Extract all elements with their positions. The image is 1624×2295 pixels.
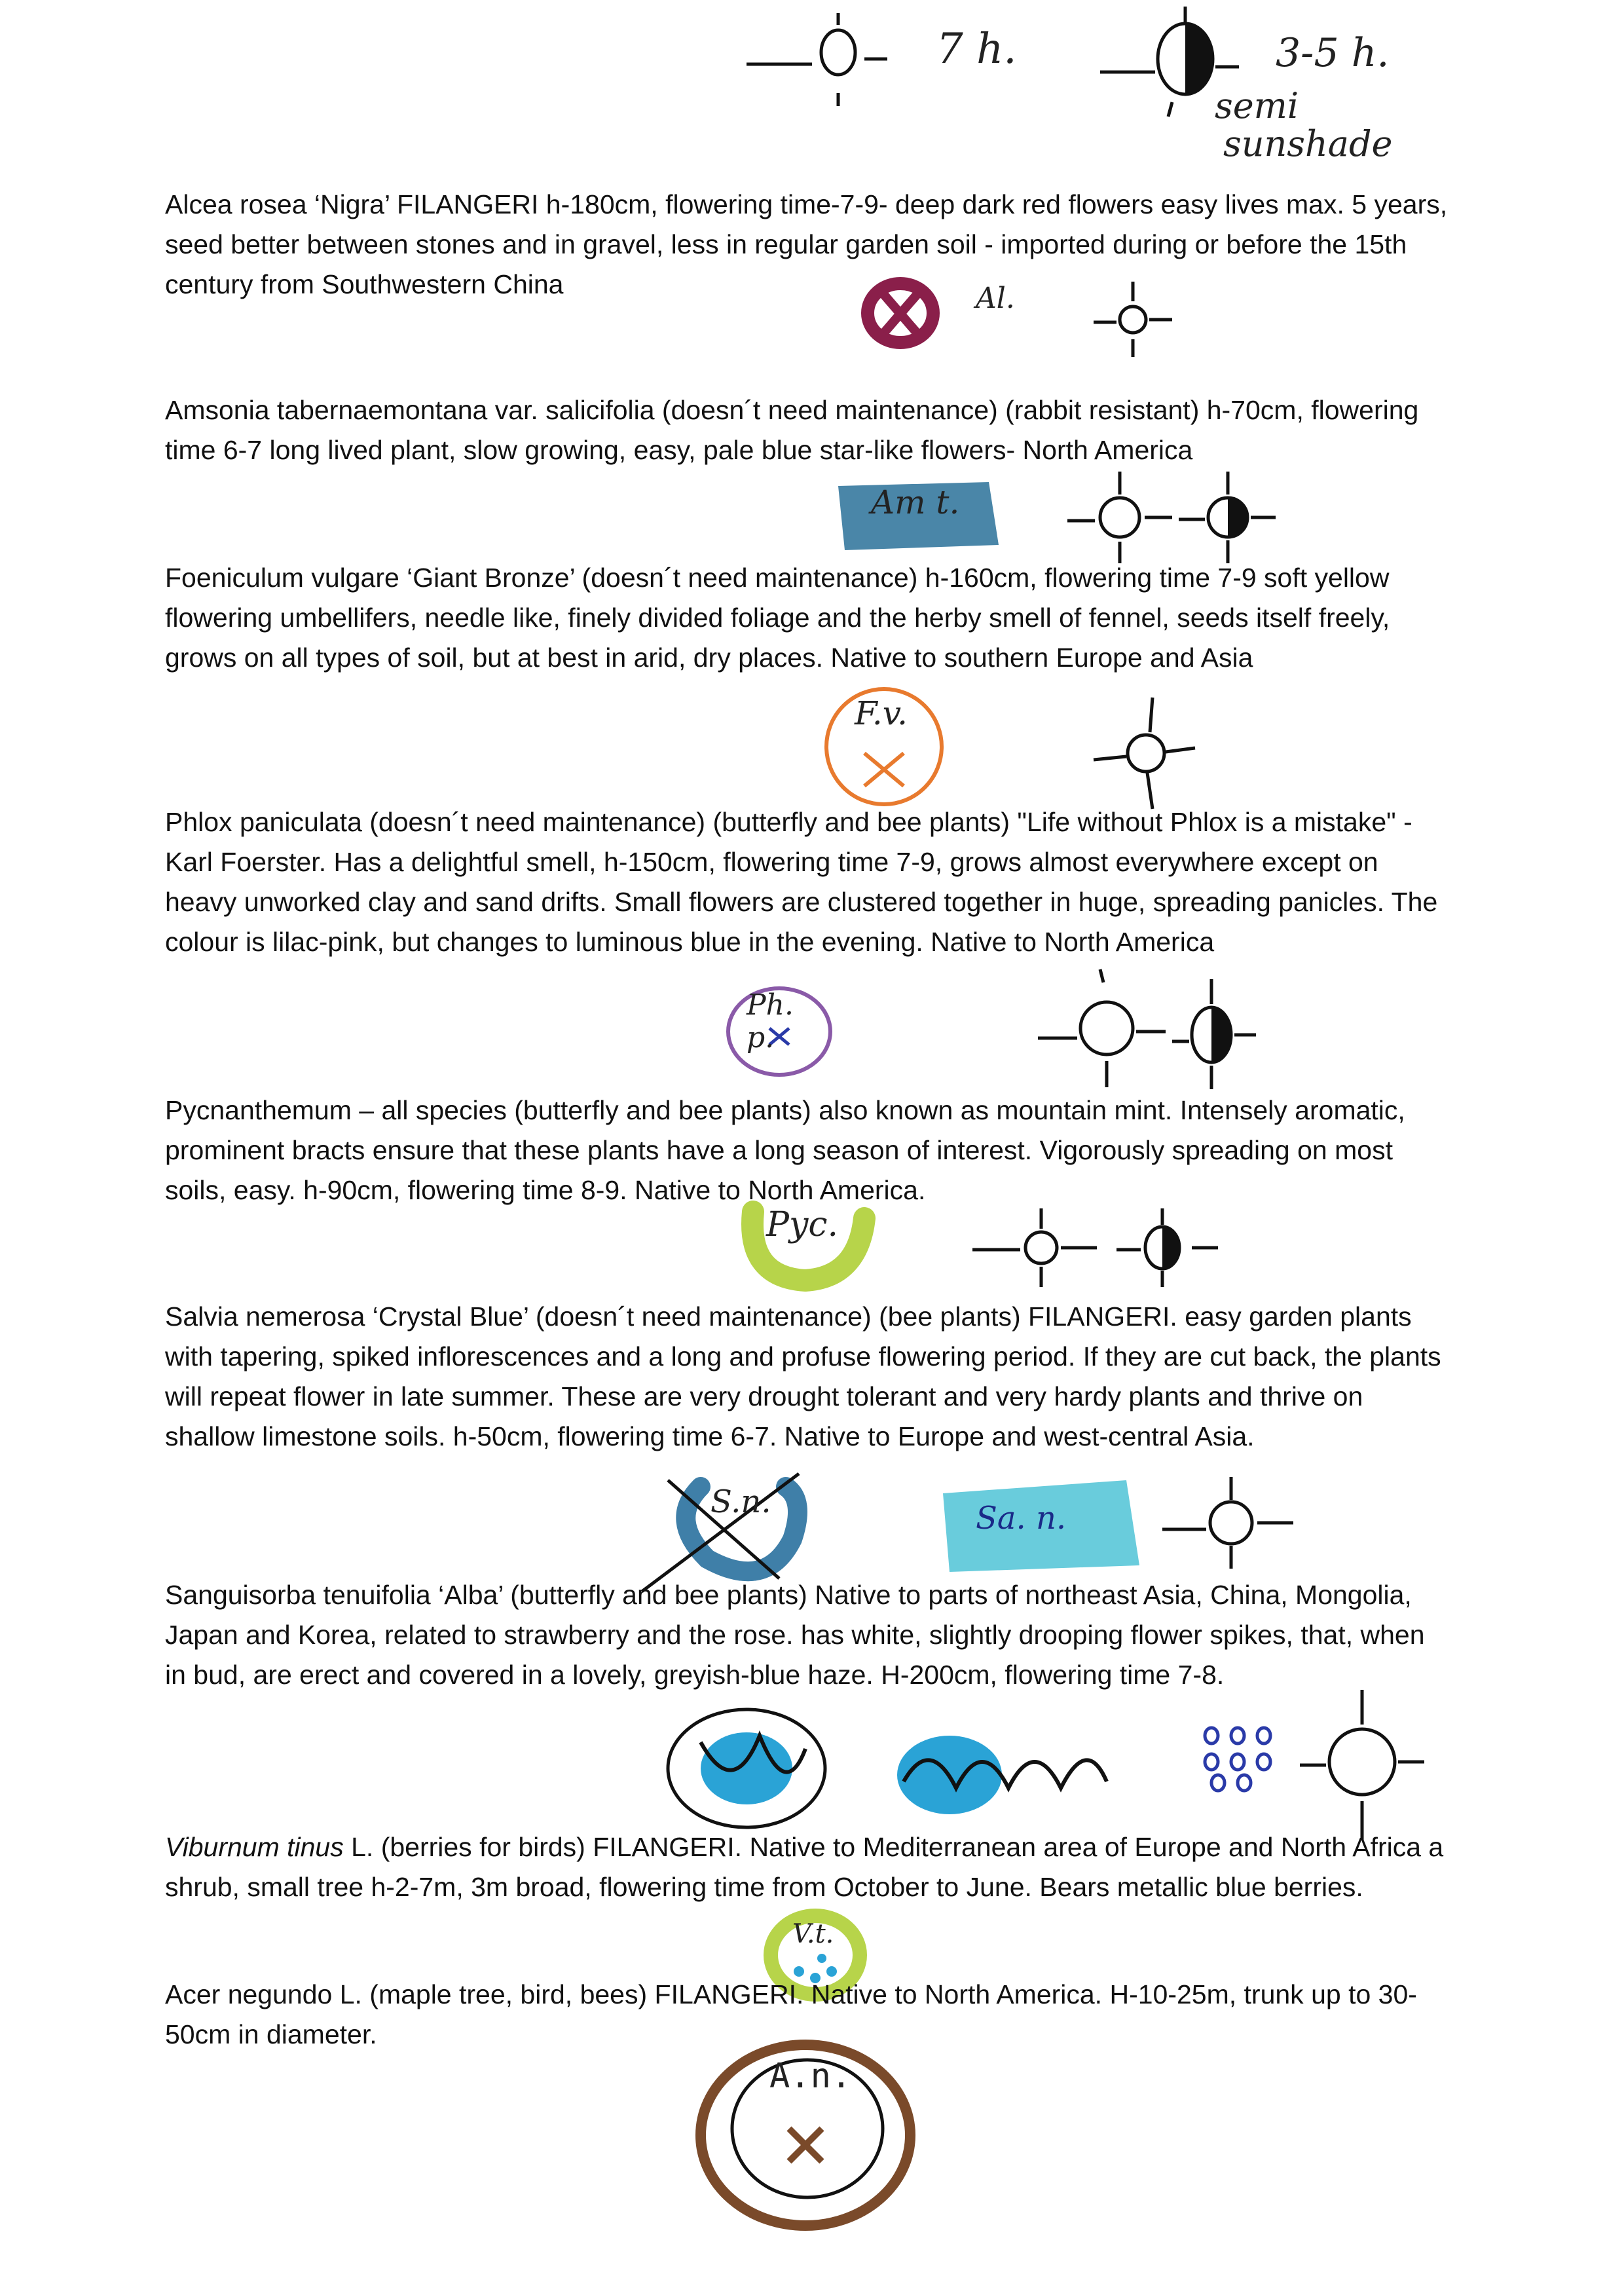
salvia-mark-label: S.n. [710, 1483, 771, 1520]
full-sun-hours: 7 h. [936, 25, 1017, 73]
sanguisorba-mark-icon [655, 1703, 838, 1834]
amsonia-mark-label: Am t. [871, 483, 960, 521]
sanguisorba-berries-icon [1198, 1723, 1297, 1795]
plant-amsonia-text: Amsonia tabernaemontana var. salicifolia (doesn´t need maintenance) (rabbit resistant) h-70cm, flowering time 6-7 long lived plant, slow growing, easy, pale blue star-like flowers- North America [165, 395, 1419, 465]
acer-mark-label: A.n. [769, 2057, 852, 2096]
plant-alcea-text: Alcea rosea ‘Nigra’ FILANGERI h-180cm, flowering time-7-9- deep dark red flowers easy lives max. 5 years, seed better between stones and in gravel, less in regular garden soil - imported during or before the 15th century from Southwestern China [165, 189, 1448, 299]
sanguisorba-mark2-icon [891, 1723, 1113, 1827]
alcea-mark-label: Al. [976, 282, 1015, 315]
semi-label: semi [1215, 85, 1299, 126]
phlox-mark-label: Ph. p. [747, 988, 794, 1054]
plant-acer-text: Acer negundo L. (maple tree, bird, bees) FILANGERI. Native to North America. H-10-25m, trunk up to 30-50cm in diameter. [165, 1979, 1417, 2049]
viburnum-mark-label: V.t. [792, 1919, 834, 1949]
pycnanthemum-mark-label: Pyc. [766, 1205, 839, 1244]
alcea-mark-icon [861, 275, 979, 354]
sanguisorba-sun-icon [1297, 1687, 1428, 1844]
plant-viburnum-text [165, 1827, 1449, 1907]
full-sun-icon [747, 13, 891, 111]
pycnanthemum-semi-shade-icon [1113, 1205, 1225, 1290]
pycnanthemum-sun-icon [969, 1205, 1100, 1290]
viburnum-description: L. (berries for birds) FILANGERI. Native to Mediterranean area of Europe and North Africa a shrub, small tree h-2-7m, 3m broad, flowering time from October to June. Bears metallic blue berries. [165, 1832, 1444, 1902]
plant-phlox-text: Phlox paniculata (doesn´t need maintenance) (butterfly and bee plants) "Life without Phlox is a mistake" - Karl Foerster. Has a delightful smell, h-150cm, flowering time 7-9, grows almost everywhere except on heavy unworked clay and sand drifts. Small flowers are clustered together in huge, spreading panicles. The colour is lilac-pink, but changes to luminous blue in the evening. Native to North America [165, 807, 1438, 957]
amsonia-semi-shade-icon [1179, 468, 1277, 567]
foeniculum-sun-icon [1087, 694, 1205, 812]
phlox-sun-icon [1038, 966, 1169, 1091]
plant-sanguisorba-text: Sanguisorba tenuifolia ‘Alba’ (butterfly and bee plants) Native to parts of northeast Asia, China, Mongolia, Japan and Korea, related to strawberry and the rose. has white, slightly drooping flower spikes, that, when in bud, are erect and covered in a lovely, greyish-blue haze. H-200cm, flowering time 7-8. [165, 1580, 1425, 1690]
semi-shade-hours: 3-5 h. [1276, 30, 1390, 76]
viburnum-italic-name: Viburnum tinus [165, 1832, 344, 1862]
amsonia-sun-icon [1061, 468, 1179, 567]
salvia-sun-icon [1159, 1474, 1297, 1572]
plant-pycnanthemum-text: Pycnanthemum – all species (butterfly and bee plants) also known as mountain mint. Intensely aromatic, prominent bracts ensure that these plants have a long season of interest. Vigorously spreading on most soils, easy. h-90cm, flowering time 8-9. Native to North America. [165, 1095, 1405, 1205]
sunshade-label: sunshade [1223, 123, 1393, 164]
phlox-semi-shade-icon [1172, 979, 1257, 1091]
plant-foeniculum-text: Foeniculum vulgare ‘Giant Bronze’ (doesn´t need maintenance) h-160cm, flowering time 7-9 soft yellow flowering umbellifers, needle like, finely divided foliage and the herby smell of fennel, seeds itself freely, grows on all types of soil, but at best in arid, dry places. Native to southern Europe and Asia [165, 563, 1390, 673]
plant-salvia-text: Salvia nemerosa ‘Crystal Blue’ (doesn´t need maintenance) (bee plants) FILANGERI. easy garden plants with tapering, spiked inflorescences and a long and profuse flowering period. If they are cut back, the plants will repeat flower in late summer. These are very drought tolerant and very hardy plants and thrive on shallow limestone soils. h-50cm, flowering time 6-7. Native to Europe and west-central Asia. [165, 1301, 1441, 1451]
foeniculum-mark-label: F.v. [855, 694, 908, 732]
salvia-mark2-label: Sa. n. [976, 1500, 1067, 1537]
alcea-sun-icon [1080, 275, 1185, 360]
